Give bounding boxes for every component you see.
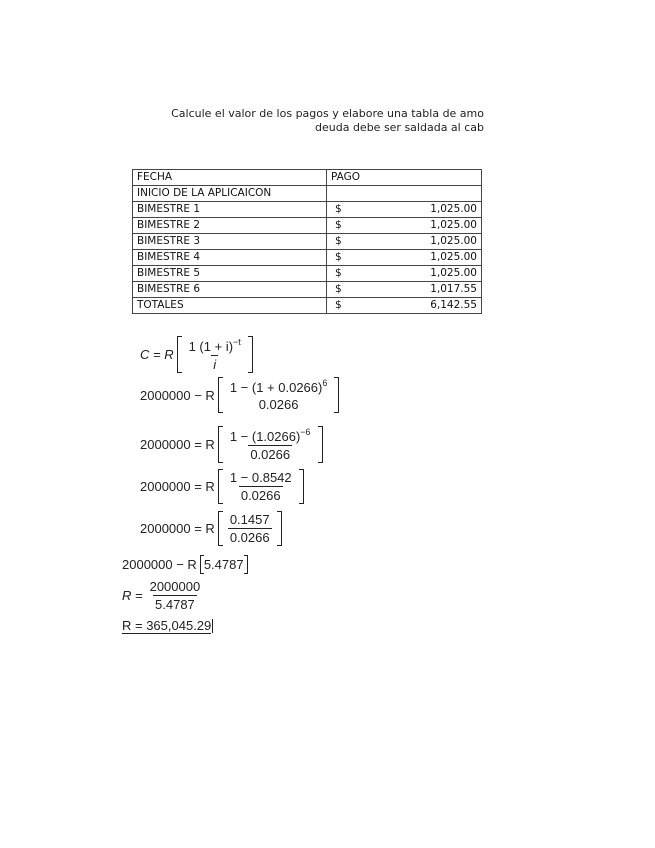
total-label: TOTALES	[133, 298, 327, 314]
formula-step-6	[122, 578, 207, 613]
formula-numerator: 0.1457	[229, 512, 270, 527]
formula-denominator: 0.0266	[258, 397, 299, 412]
formula-step-2	[140, 426, 326, 463]
currency-symbol: $	[335, 235, 342, 247]
formula-value: 5.4787	[203, 557, 244, 572]
table-row	[133, 266, 482, 282]
table-row	[133, 250, 482, 266]
row-label: BIMESTRE 5	[133, 266, 327, 282]
formula-lhs: 2000000 = R	[140, 437, 215, 452]
row-amount-cell	[327, 266, 482, 282]
formula-denominator: 0.0266	[240, 488, 281, 503]
currency-symbol: $	[335, 203, 342, 215]
row-label: INICIO DE LA APLICAICON	[133, 186, 327, 202]
formula-numerator: 1 (1 + i)	[188, 339, 234, 354]
formula-lhs: 2000000 = R	[140, 521, 215, 536]
row-amount-cell	[327, 218, 482, 234]
text-cursor	[212, 619, 213, 633]
formula-numerator: 2000000	[149, 579, 201, 594]
currency-symbol: $	[335, 267, 342, 279]
row-amount: 1,025.00	[430, 267, 477, 279]
table-row	[133, 282, 482, 298]
formula-denominator: 0.0266	[229, 530, 270, 545]
row-label: BIMESTRE 3	[133, 234, 327, 250]
currency-symbol: $	[335, 219, 342, 231]
currency-symbol: $	[335, 299, 342, 311]
formula-fraction	[223, 426, 318, 463]
formula-step-5	[122, 555, 251, 574]
row-label: BIMESTRE 1	[133, 202, 327, 218]
header-pago: PAGO	[327, 170, 482, 186]
row-amount: 1,025.00	[430, 203, 477, 215]
formula-step-1	[140, 377, 342, 413]
formula-numerator: 1 − (1.0266)	[229, 429, 301, 444]
formula-step-4	[140, 511, 285, 546]
table-row	[133, 218, 482, 234]
currency-symbol: $	[335, 283, 342, 295]
currency-symbol: $	[335, 251, 342, 263]
instructions-line-2: deuda debe ser saldada al cab	[315, 121, 484, 134]
header-fecha: FECHA	[133, 170, 327, 186]
formula-lhs: 2000000 = R	[140, 479, 215, 494]
formula-fraction	[223, 469, 299, 504]
formula-denominator: i	[213, 357, 217, 372]
formula-lhs: 2000000 − R	[140, 387, 215, 403]
formula-lhs: C = R	[140, 347, 174, 362]
row-label: BIMESTRE 4	[133, 250, 327, 266]
instructions-line-1: Calcule el valor de los pagos y elabore una tabla de amo	[171, 107, 484, 120]
table-header-row	[133, 170, 482, 186]
formula-lhs: R =	[122, 588, 143, 603]
row-amount: 1,025.00	[430, 251, 477, 263]
formula-fraction	[182, 336, 248, 373]
formula-numerator: 1 − (1 + 0.0266)	[229, 380, 323, 395]
row-amount: 1,017.55	[430, 283, 477, 295]
table-row-start	[133, 186, 482, 202]
formula-exponent: 6	[322, 378, 328, 388]
formula-lhs: 2000000 − R	[122, 557, 197, 572]
row-amount-cell	[327, 234, 482, 250]
formula-fraction	[223, 511, 277, 546]
formula-exponent: −6	[300, 427, 311, 437]
formula-denominator: 0.0266	[250, 447, 291, 462]
payments-table	[132, 169, 482, 314]
row-amount-cell	[327, 202, 482, 218]
row-amount-empty	[327, 186, 482, 202]
total-amount: 6,142.55	[430, 299, 477, 311]
formula-present-value	[140, 336, 256, 373]
table-row	[133, 202, 482, 218]
formula-fraction	[223, 377, 335, 413]
formula-denominator: 5.4787	[155, 597, 195, 612]
formula-exponent: −t	[233, 337, 241, 347]
formula-step-3	[140, 469, 307, 504]
row-label: BIMESTRE 6	[133, 282, 327, 298]
formula-numerator: 1 − 0.8542	[229, 470, 292, 485]
row-amount: 1,025.00	[430, 235, 477, 247]
formula-result-text: R = 365,045.29	[122, 618, 212, 633]
formula-fraction	[143, 578, 208, 613]
row-label: BIMESTRE 2	[133, 218, 327, 234]
table-total-row	[133, 298, 482, 314]
table-row	[133, 234, 482, 250]
formula-result	[122, 618, 213, 634]
instructions	[120, 107, 484, 135]
total-amount-cell	[327, 298, 482, 314]
row-amount-cell	[327, 250, 482, 266]
row-amount-cell	[327, 282, 482, 298]
row-amount: 1,025.00	[430, 219, 477, 231]
